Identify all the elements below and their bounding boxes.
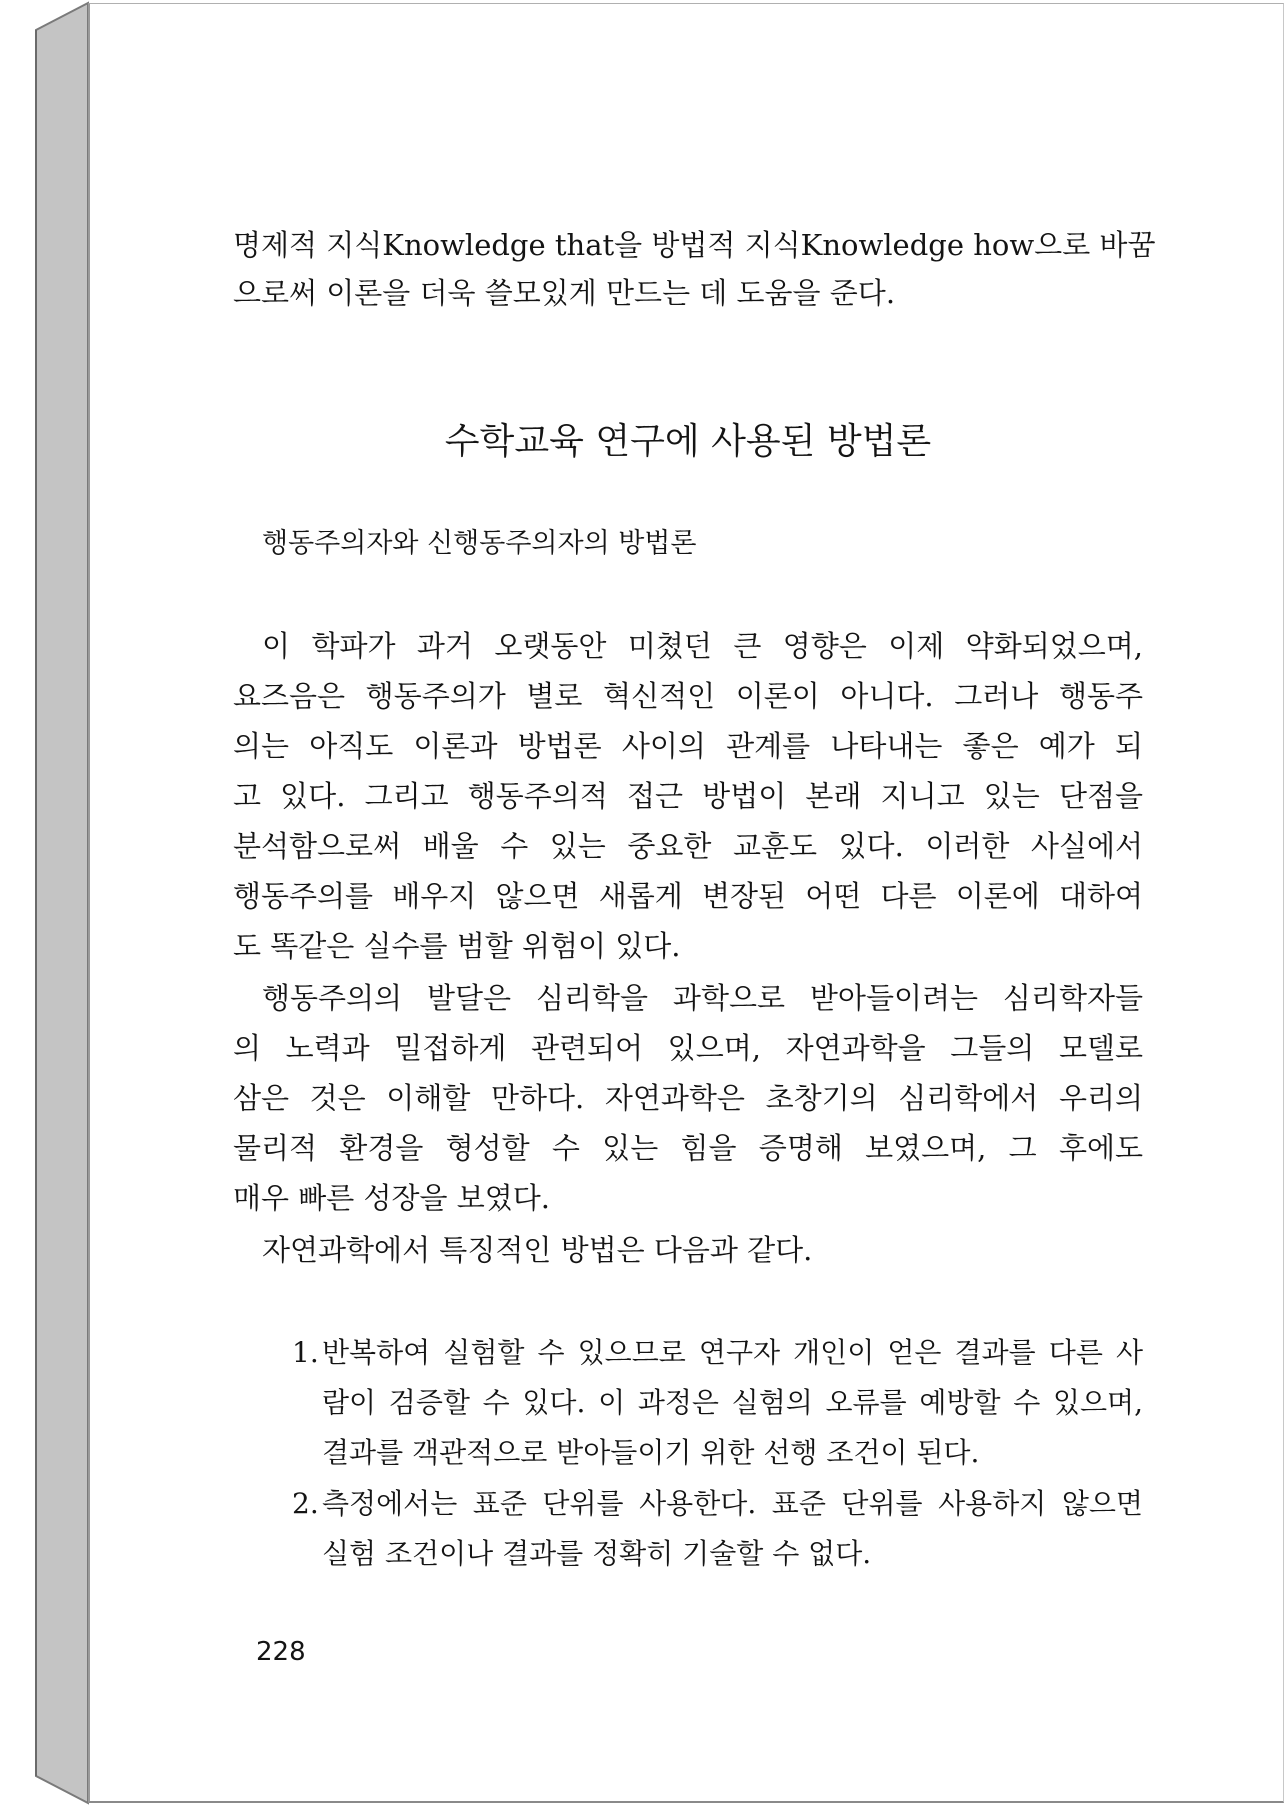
intro-line: 명제적 지식Knowledge that을 방법적 지식Knowledge how으로 바꿈: [233, 228, 1156, 262]
paragraph-line: 의 노력과 밀접하게 관련되어 있으며, 자연과학을 그들의 모델로: [233, 1031, 1143, 1065]
list-item-line: 측정에서는 표준 단위를 사용한다. 표준 단위를 사용하지 않으면: [322, 1487, 1143, 1520]
list-item-line: 실험 조건이나 결과를 정확히 기술할 수 없다.: [322, 1537, 872, 1570]
paragraph-line: 행동주의를 배우지 않으면 새롭게 변장된 어떤 다른 이론에 대하여: [233, 879, 1143, 913]
list-item-number: 2.: [292, 1487, 319, 1520]
paragraph-line: 도 똑같은 실수를 범할 위험이 있다.: [233, 929, 681, 963]
paragraph-line: 이 학파가 과거 오랫동안 미쳤던 큰 영향은 이제 약화되었으며,: [262, 629, 1143, 663]
paragraph-line: 자연과학에서 특징적인 방법은 다음과 같다.: [262, 1233, 813, 1267]
paragraph-line: 행동주의의 발달은 심리학을 과학으로 받아들이려는 심리학자들: [262, 981, 1143, 1015]
list-item-line: 결과를 객관적으로 받아들이기 위한 선행 조건이 된다.: [322, 1436, 980, 1469]
subsection-title: 행동주의자와 신행동주의자의 방법론: [262, 528, 697, 559]
paragraph-line: 분석함으로써 배울 수 있는 중요한 교훈도 있다. 이러한 사실에서: [233, 829, 1143, 863]
paragraph-line: 의는 아직도 이론과 방법론 사이의 관계를 나타내는 좋은 예가 되: [233, 729, 1143, 763]
list-item-line: 반복하여 실험할 수 있으므로 연구자 개인이 얻은 결과를 다른 사: [322, 1336, 1143, 1369]
intro-line: 으로써 이론을 더욱 쓸모있게 만드는 데 도움을 준다.: [233, 276, 896, 310]
paragraph-line: 물리적 환경을 형성할 수 있는 힘을 증명해 보였으며, 그 후에도: [233, 1131, 1143, 1165]
paragraph-line: 요즈음은 행동주의가 별로 혁신적인 이론이 아니다. 그러나 행동주: [233, 679, 1143, 713]
section-title: 수학교육 연구에 사용된 방법론: [444, 421, 932, 462]
paragraph-line: 삼은 것은 이해할 만하다. 자연과학은 초창기의 심리학에서 우리의: [233, 1081, 1143, 1115]
page-number: 228: [256, 1637, 306, 1667]
list-item-line: 람이 검증할 수 있다. 이 과정은 실험의 오류를 예방할 수 있으며,: [322, 1386, 1143, 1419]
paragraph-line: 고 있다. 그리고 행동주의적 접근 방법이 본래 지니고 있는 단점을: [233, 779, 1143, 813]
paragraph-line: 매우 빠른 성장을 보였다.: [233, 1181, 551, 1215]
list-item-number: 1.: [292, 1336, 319, 1369]
